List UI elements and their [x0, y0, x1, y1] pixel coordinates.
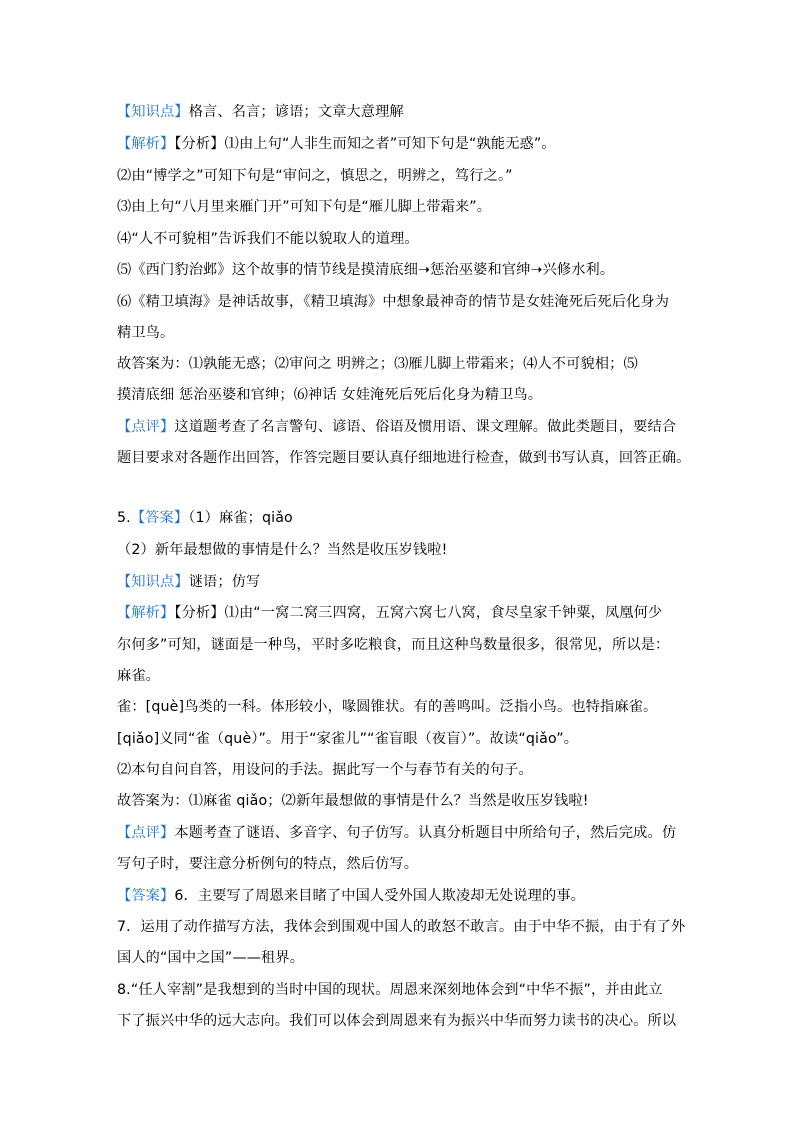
- review-tag: 【点评】: [117, 419, 175, 435]
- answer-tag: 【答案】: [117, 888, 175, 904]
- analysis-text: ⑸《西门豹治邺》这个故事的情节线是摸清底细➝惩治巫婆和官绅➝兴修水利。: [117, 262, 615, 278]
- analysis-sub-tag: 【分析】: [174, 136, 225, 152]
- knowledge-point-line: [117, 102, 404, 122]
- answer-summary-text: 故答案为：⑴麻雀 qiǎo；⑵新年最想做的事情是什么？当然是收压岁钱啦!: [117, 793, 589, 809]
- knowledge-point-line: [117, 572, 260, 592]
- answer-summary-text: 故答案为：⑴孰能无惑；⑵审问之 明辨之；⑶雁儿脚上带霜来；⑷人不可貌相；⑸: [117, 356, 638, 372]
- review-line: [117, 417, 676, 437]
- analysis-text: ⑷“人不可貌相”告诉我们不能以貌取人的道理。: [117, 231, 419, 247]
- answer-text: 6．主要写了周恩来目睹了中国人受外国人欺凌却无处说理的事。: [174, 888, 585, 904]
- answer-tag: 【答案】: [130, 510, 189, 526]
- analysis-text: ⑵本句自问自答，用设问的手法。据此写一个与春节有关的句子。: [117, 762, 533, 778]
- analysis-line: [117, 134, 556, 154]
- analysis-text: ⑶由上句“八月里来雁门开”可知下句是“雁儿脚上带霜来”。: [117, 199, 492, 215]
- review-text: 题目要求对各题作出回答，作答完题目要认真仔细地进行检查，做到书写认真，回答正确。: [117, 450, 691, 466]
- knowledge-text: 格言、名言；谚语；文章大意理解: [188, 104, 404, 120]
- answer-text: （2）新年最想做的事情是什么？当然是收压岁钱啦!: [117, 542, 448, 558]
- analysis-sub-tag: 【分析】: [174, 605, 225, 621]
- question-number: 5.: [117, 510, 131, 526]
- analysis-line: [117, 603, 662, 623]
- analysis-text: [qiǎo]义同“雀（què）”。用于“家雀儿”“雀盲眼（夜盲）”。故读“qiǎo”。: [117, 731, 579, 747]
- knowledge-tag: 【知识点】: [117, 104, 189, 120]
- analysis-text: 精卫鸟。: [117, 325, 175, 341]
- answer-summary-text: 摸清底细 惩治巫婆和官绅；⑹神话 女娃淹死后死后化身为精卫鸟。: [117, 387, 543, 403]
- analysis-text: ⑴由上句“人非生而知之者”可知下句是“孰能无惑”。: [224, 136, 556, 152]
- analysis-tag: 【解析】: [117, 605, 175, 621]
- review-line: [117, 823, 676, 843]
- answer-8-text: 8.“任人宰割”是我想到的当时中国的现状。周恩来深刻地体会到“中华不振”，并由此立: [117, 982, 663, 998]
- review-text: 写句子时，要注意分析例句的特点，然后仿写。: [117, 856, 419, 872]
- analysis-text: ⑴由“一窝二窝三四窝，五窝六窝七八窝，食尽皇家千钟粟，凤凰何少: [224, 605, 663, 621]
- answer-7-text: 7．运用了动作描写方法，我体会到围观中国人的敢怒不敢言。由于中华不振，由于有了外: [117, 919, 686, 935]
- answer-6-line: [117, 886, 585, 906]
- analysis-text: 雀：[què]鸟类的一科。体形较小，喙圆锥状。有的善鸣叫。泛指小鸟。也特指麻雀。: [117, 699, 658, 715]
- analysis-text: ⑹《精卫填海》是神话故事，《精卫填海》中想象最神奇的情节是女娃淹死后死后化身为: [117, 294, 670, 310]
- answer-7-text: 国人的“国中之国”——租界。: [117, 950, 305, 966]
- analysis-text: 尔何多”可知，谜面是一种鸟，平时多吃粮食，而且这种鸟数量很多，很常见，所以是：: [117, 637, 670, 653]
- analysis-text: 麻雀。: [117, 668, 161, 684]
- analysis-tag: 【解析】: [117, 136, 175, 152]
- review-text: 本题考查了谜语、多音字、句子仿写。认真分析题目中所给句子，然后完成。仿: [174, 825, 677, 841]
- answer-8-text: 下了振兴中华的远大志向。我们可以体会到周恩来有为振兴中华而努力读书的决心。所以: [117, 1013, 677, 1029]
- knowledge-tag: 【知识点】: [117, 574, 189, 590]
- review-text: 这道题考查了名言警句、谚语、俗语及惯用语、课文理解。做此类题目，要结合: [174, 419, 677, 435]
- knowledge-text: 谜语；仿写: [188, 574, 261, 590]
- answer-text: （1）麻雀；qiǎo: [188, 510, 293, 526]
- review-tag: 【点评】: [117, 825, 175, 841]
- analysis-text: ⑵由“博学之”可知下句是“审问之，慎思之，明辨之，笃行之。”: [117, 168, 513, 184]
- answer-5-line: [117, 508, 293, 528]
